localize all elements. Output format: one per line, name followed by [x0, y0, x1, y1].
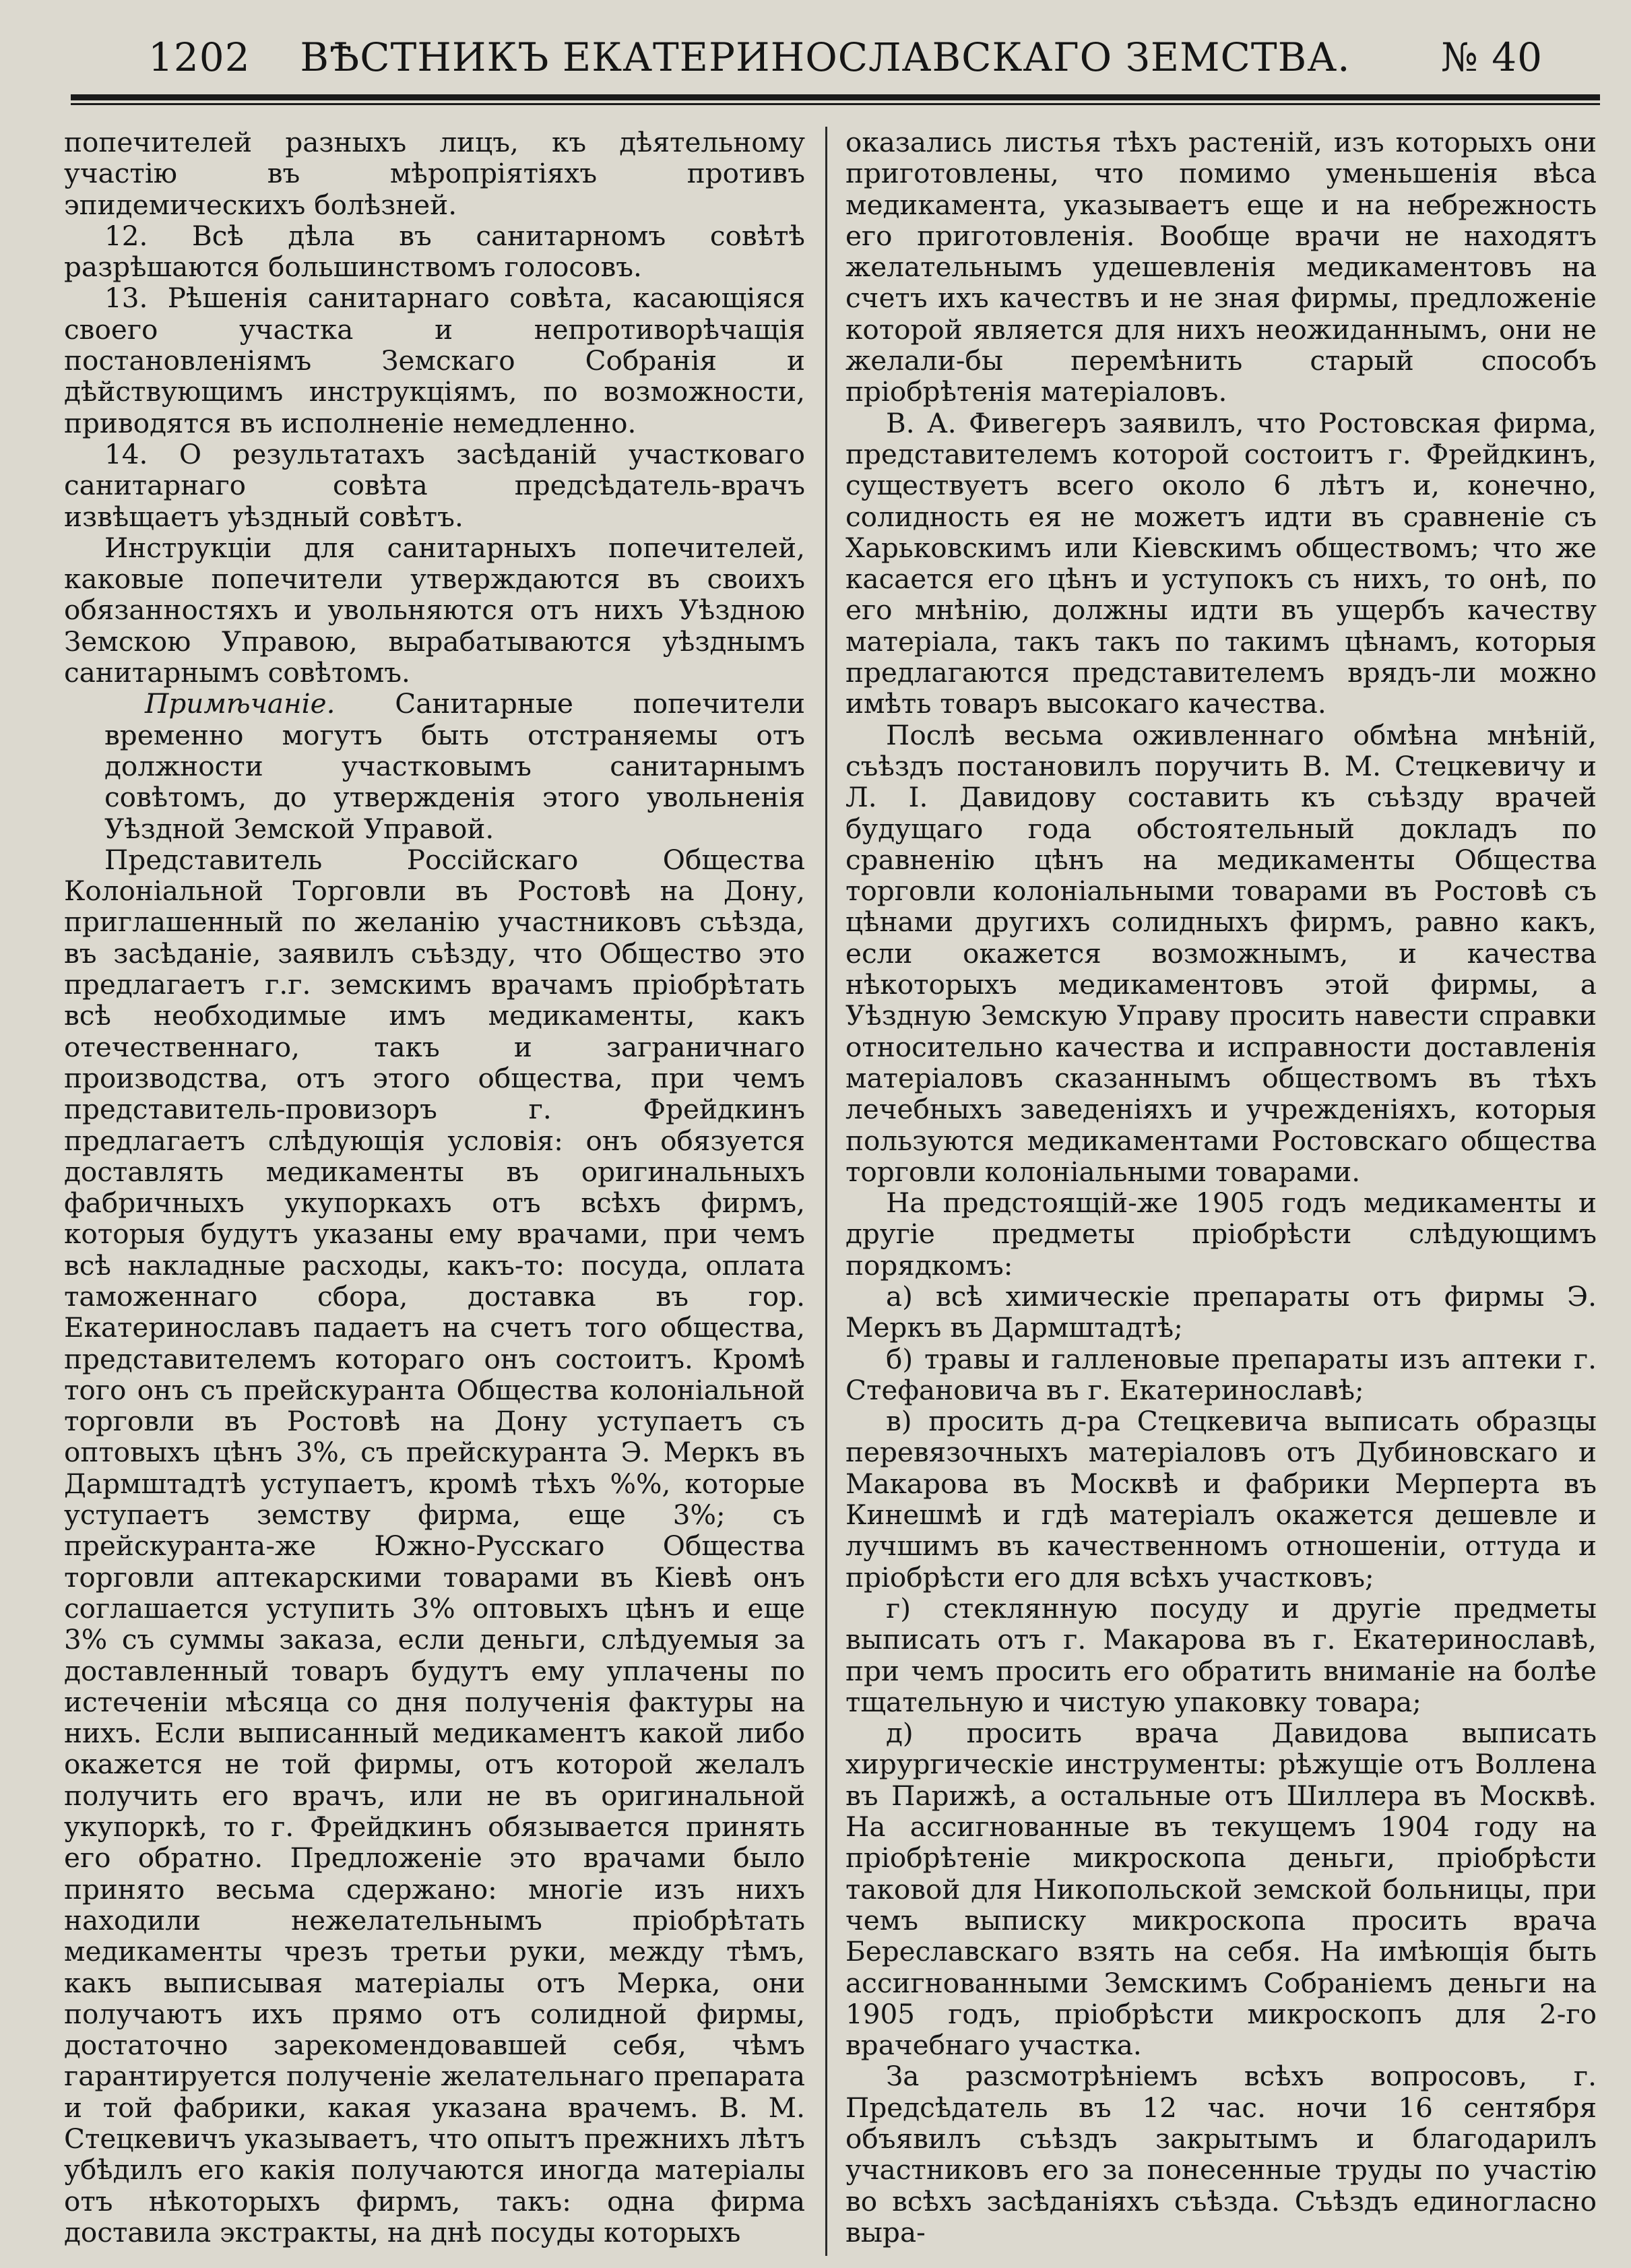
- journal-title: ВѢСТНИКЪ ЕКАТЕРИНОСЛАВСКАГО ЗЕМСТВА.: [300, 34, 1351, 80]
- paragraph-continued-right: оказались листья тѣхъ растеній, изъ которыхъ они приготовлены, что помимо уменьшенія вѣса медикамента, указываетъ еще и на небрежность его приготовленія. Вообще врачи не находятъ желательнымъ удешевленія медикаментовъ на счетъ ихъ качествъ и не зная фирмы, предложеніе которой является для нихъ неожиданнымъ, они не желали-бы перемѣнить старый способъ пріобрѣтенія матеріаловъ.: [845, 127, 1597, 408]
- paragraph-representative: Представитель Россійскаго Общества Колоніальной Торговли въ Ростовѣ на Дону, приглашенный по желанію участниковъ съѣзда, въ засѣданіе, заявилъ съѣзду, что Общество это предлагаетъ г.г. земскимъ врачамъ пріобрѣтать всѣ необходимые имъ медикаменты, какъ отечественнаго, такъ и заграничнаго производства, отъ этого общества, при чемъ представитель-провизоръ г. Фрейдкинъ предлагаетъ слѣдующія условія: онъ обязуется доставлять медикаменты въ оригинальныхъ фабричныхъ укупоркахъ отъ всѣхъ фирмъ, которыя будутъ указаны ему врачами, при чемъ всѣ накладные расходы, какъ-то: посуда, оплата таможеннаго сбора, доставка въ гор. Екатеринославъ падаетъ на счетъ того общества, представителемъ котораго онъ состоитъ. Кромѣ того онъ съ прейскуранта Общества колоніальной торговли въ Ростовѣ на Дону уступаетъ съ оптовыхъ цѣнъ 3%, съ прейскуранта Э. Меркъ въ Дармштадтѣ уступаетъ, кромѣ тѣхъ %%, которые уступаетъ земству фирма, еще 3%; съ прейскуранта-же Южно-Русскаго Общества торговли аптекарскими товарами въ Кіевѣ онъ соглашается уступить 3% оптовыхъ цѣнъ и еще 3% съ суммы заказа, если деньги, слѣдуемыя за доставленный товаръ будутъ ему уплачены по истеченіи мѣсяца со дня полученія фактуры на нихъ. Если выписанный медикаментъ какой либо окажется не той фирмы, отъ которой желалъ получить его врачъ, или не въ оригинальной укупоркѣ, то г. Фрейдкинъ обязывается принять его обратно. Предложеніе это врачами было принято весьма сдержано: многіе изъ нихъ находили нежелательнымъ пріобрѣтать медикаменты чрезъ третьи руки, между тѣмъ, какъ выписывая матеріалы отъ Мерка, они получаютъ ихъ прямо отъ солидной фирмы, достаточно зарекомендовавшей себя, чѣмъ гарантируется полученіе желательнаго препарата и той фабрики, какая указана врачемъ. В. М. Стецкевичъ указываетъ, что опытъ прежнихъ лѣтъ убѣдилъ его какія получаются иногда матеріалы отъ нѣкоторыхъ фирмъ, такъ: одна фирма доставила экстракты, на днѣ посуды которыхъ: [64, 843, 805, 2248]
- list-item-a: а) всѣ химическіе препараты отъ фирмы Э. Меркъ въ Дармштадтѣ;: [845, 1280, 1597, 1344]
- paragraph-13: 13. Рѣшенія санитарнаго совѣта, касающіяся своего участка и непротиворѣчащія постановленіямъ Земскаго Собранія и дѣйствующимъ инструкціямъ, по возможности, приводятся въ исполненіе немедленно.: [64, 282, 805, 439]
- paragraph-continued: попечителей разныхъ лицъ, къ дѣятельному участію въ мѣропріятіяхъ противъ эпидемическихъ болѣзней.: [64, 127, 805, 221]
- paragraph-12: 12. Всѣ дѣла въ санитарномъ совѣтѣ разрѣшаются большинствомъ голосовъ.: [64, 219, 805, 284]
- issue-number: № 40: [1440, 34, 1543, 80]
- page-header: [74, 27, 1576, 88]
- list-item-b: б) травы и галленовые препараты изъ аптеки г. Стефановича въ г. Екатеринославѣ;: [845, 1342, 1597, 1406]
- note-text: Санитарные попечители временно могутъ быть отстраняемы отъ должности участковымъ санитарнымъ совѣтомъ, до утвержденія этого увольненія Уѣздной Земской Управой.: [104, 687, 805, 845]
- header-rule-thick: [71, 94, 1600, 100]
- list-item-g: г) стеклянную посуду и другіе предметы выписать отъ г. Макарова въ г. Екатеринославѣ, при чемъ просить его обратить вниманіе на болѣе тщательную и чистую упаковку товара;: [845, 1592, 1597, 1718]
- paragraph-fiveger: В. А. Фивегеръ заявилъ, что Ростовская фирма, представителемъ которой состоитъ г. Фрейдкинъ, существуетъ всего около 6 лѣтъ и, конечно, солидность ея не можетъ идти въ сравненіе съ Харьковскимъ или Кіевскимъ обществомъ; что же касается его цѣнъ и уступокъ съ нихъ, то онѣ, по его мнѣнію, должны идти въ ущербъ качеству матеріала, такъ такъ по такимъ цѣнамъ, которыя предлагаются представителемъ врядъ-ли можно имѣть товаръ высокаго качества.: [845, 406, 1597, 720]
- header-rule-thin: [71, 103, 1600, 105]
- paragraph-1905: На предстоящій-же 1905 годъ медикаменты и другіе предметы пріобрѣсти слѣдующимъ порядкомъ:: [845, 1187, 1597, 1282]
- note-label: Примѣчаніе.: [145, 687, 335, 720]
- paragraph-closing: За разсмотрѣніемъ всѣхъ вопросовъ, г. Предсѣдатель въ 12 час. ночи 16 сентября объявилъ съѣздъ закрытымъ и благодарилъ участниковъ его за понесенные труды по участію во всѣхъ засѣданіяхъ съѣзда. Съѣздъ единогласно выра-: [845, 2060, 1597, 2248]
- note-block: [64, 688, 805, 844]
- paragraph-decision: Послѣ весьма оживленнаго обмѣна мнѣній, съѣздъ постановилъ поручить В. М. Стецкевичу и Л. І. Давидову составить къ съѣзду врачей будущаго года обстоятельный докладъ по сравненію цѣнъ на медикаменты Общества торговли колоніальными товарами въ Ростовѣ съ цѣнами другихъ солидныхъ фирмъ, равно какъ, если окажется возможнымъ, и качества нѣкоторыхъ медикаментовъ этой фирмы, а Уѣздную Земскую Управу просить навести справки относительно качества и исправности доставленія матеріаловъ сказаннымъ обществомъ въ тѣхъ лечебныхъ заведеніяхъ и учрежденіяхъ, которыя пользуются медикаментами Ростовскаго общества торговли колоніальными товарами.: [845, 718, 1597, 1188]
- list-item-d: д) просить врача Давидова выписать хирургическіе инструменты: рѣжущіе отъ Воллена въ Парижѣ, а остальные отъ Шиллера въ Москвѣ. На ассигнованные въ текущемъ 1904 году на пріобрѣтеніе микроскопа деньги, пріобрѣсти таковой для Никопольской земской больницы, при чемъ выписку микроскопа просить врача Береславскаго взять на себя. На имѣющія быть ассигнованными Земскимъ Собраніемъ деньги на 1905 годъ, пріобрѣсти микроскопъ для 2-го врачебнаго участка.: [845, 1717, 1597, 2062]
- left-column: [64, 127, 805, 2256]
- page-number: 1202: [148, 34, 251, 80]
- right-column: [845, 127, 1597, 2256]
- list-item-v: в) просить д-ра Стецкевича выписать образцы перевязочныхъ матеріаловъ отъ Дубиновскаго и Макарова въ Москвѣ и фабрики Мерперта въ Кинешмѣ и гдѣ матеріалъ окажется дешевле и лучшимъ въ качественномъ отношеніи, оттуда и пріобрѣсти его для всѣхъ участковъ;: [845, 1405, 1597, 1594]
- paragraph-14: 14. О результатахъ засѣданій участковаго санитарнаго совѣта предсѣдатель-врачъ извѣщаетъ уѣздный совѣтъ.: [64, 437, 805, 533]
- paragraph-instructions: Инструкціи для санитарныхъ попечителей, каковые попечители утверждаются въ своихъ обязанностяхъ и увольняются отъ нихъ Уѣздною Земскою Управою, вырабатываются уѣзднымъ санитарнымъ совѣтомъ.: [64, 531, 805, 689]
- note-paragraph: [104, 688, 805, 844]
- column-divider: [825, 127, 827, 2256]
